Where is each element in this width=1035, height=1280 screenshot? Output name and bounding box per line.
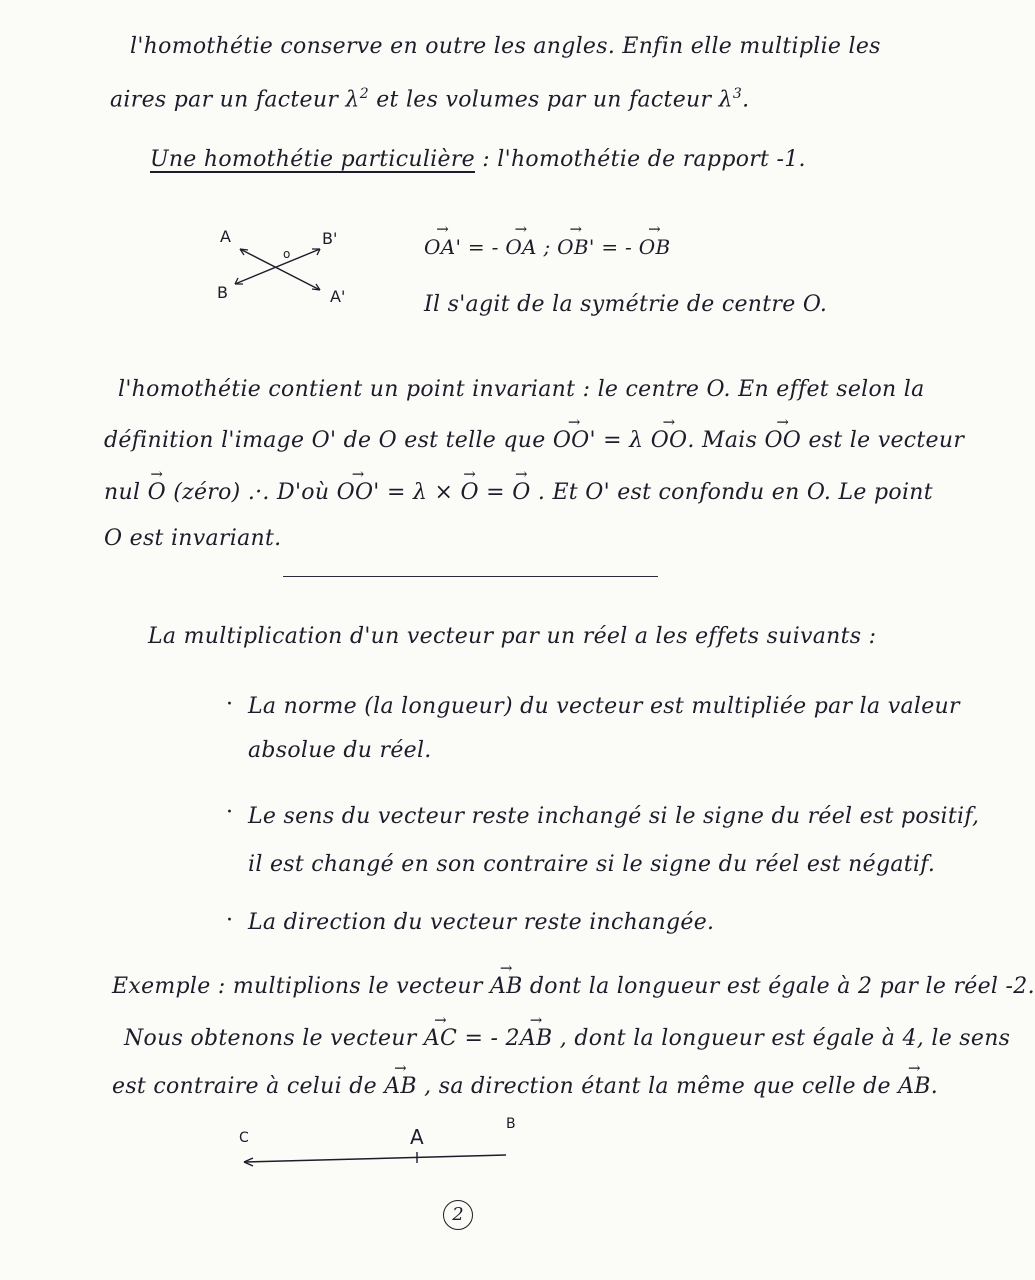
para2-line2	[104, 428, 964, 453]
formula-eq1: = -	[461, 235, 506, 259]
vector-ab-4: → AB	[898, 1074, 931, 1099]
label-o: o	[283, 247, 291, 261]
vector-ab-2: → AB	[520, 1026, 553, 1051]
exponent-2: 2	[359, 86, 369, 102]
vector-ob: → OB	[639, 235, 671, 259]
para1-line2-part-c: .	[742, 87, 750, 113]
vector-zero-2: → O	[461, 480, 479, 505]
example-line3-part-c: .	[930, 1074, 939, 1099]
vector-ab: → AB	[490, 974, 523, 999]
section-divider	[283, 576, 658, 577]
exponent-3: 3	[732, 86, 743, 102]
vector-oaprime: → OA'	[424, 235, 461, 259]
segment-a-aprime	[240, 249, 320, 290]
vector-ooprime-2: → OO'	[337, 480, 380, 505]
page-number: 2	[443, 1200, 473, 1230]
example-line3	[112, 1074, 938, 1099]
label-a-2: A	[410, 1125, 424, 1149]
vector-oo-2: → OO	[764, 428, 801, 453]
label-b: B	[217, 283, 228, 302]
bullet-3-line1: La direction du vecteur reste inchangée.	[248, 910, 715, 935]
para2-line3-part-b: (zéro) .·. D'où	[165, 480, 337, 505]
para2-line1: l'homothétie contient un point invariant : le centre O. En effet selon la	[118, 377, 925, 402]
vector-ac: → AC	[424, 1026, 457, 1051]
bullet-1-line1: La norme (la longueur) du vecteur est multipliée par la valeur	[248, 694, 960, 719]
para1-line2	[110, 86, 749, 112]
example-line1-part-a: Exemple : multiplions le vecteur	[112, 974, 490, 999]
example-line2-part-a: Nous obtenons le vecteur	[124, 1026, 424, 1051]
para2-line2-part-d: est le vecteur	[801, 428, 965, 453]
label-a: A	[220, 227, 231, 246]
vector-line-diagram	[230, 1112, 530, 1176]
heading-underlined: Une homothétie particulière	[150, 147, 475, 172]
example-line3-part-a: est contraire à celui de	[112, 1074, 385, 1099]
para2-line3-part-a: nul	[104, 480, 148, 505]
para2-line2-part-b: = λ	[595, 428, 651, 453]
label-c: C	[239, 1130, 249, 1146]
label-bprime: B'	[322, 229, 338, 248]
vector-oo: → OO	[651, 428, 688, 453]
example-line2	[124, 1026, 1010, 1051]
example-line1	[112, 974, 1035, 999]
para2-line2-part-c: . Mais	[687, 428, 765, 453]
para2-line3-part-c: = λ ×	[379, 480, 461, 505]
vector-zero-3: → O	[512, 480, 530, 505]
para2-line3-part-d: =	[478, 480, 513, 505]
para2-line4: O est invariant.	[104, 526, 282, 551]
bullet-2-line1: Le sens du vecteur reste inchangé si le signe du réel est positif,	[248, 804, 980, 829]
bullet-1: ·	[226, 692, 233, 717]
vector-zero: → O	[148, 480, 166, 505]
segment-bprime-b	[235, 249, 320, 284]
para2-line3-part-e: . Et O' est confondu en O. Le point	[530, 480, 933, 505]
example-line3-part-b: , sa direction étant la même que celle de	[416, 1074, 899, 1099]
example-line2-part-b: = - 2	[457, 1026, 520, 1051]
para2-line2-part-a: définition l'image O' de O est telle que	[104, 428, 553, 453]
vector-ab-3: → AB	[384, 1074, 417, 1099]
label-b-2: B	[506, 1116, 516, 1132]
label-aprime: A'	[330, 287, 346, 306]
example-line1-part-b: dont la longueur est égale à 2 par le réel -2.	[522, 974, 1035, 999]
bullet-3: ·	[226, 908, 233, 933]
bullet-2-line2: il est changé en son contraire si le signe du réel est négatif.	[248, 852, 936, 877]
para1-line2-part-a: aires par un facteur λ	[110, 87, 360, 113]
para1-line2-part-b: et les volumes par un facteur λ	[368, 87, 733, 113]
para1-line1: l'homothétie conserve en outre les angles. Enfin elle multiplie les	[130, 34, 881, 59]
multiplication-intro: La multiplication d'un vecteur par un réel a les effets suivants :	[148, 624, 877, 649]
vector-line	[244, 1155, 506, 1162]
formula-separator: ;	[536, 235, 558, 259]
vector-ooprime: → OO'	[553, 428, 596, 453]
example-line2-part-c: , dont la longueur est égale à 4, le sens	[552, 1026, 1011, 1051]
particular-homothety-heading	[150, 147, 806, 172]
bullet-2: ·	[226, 800, 233, 825]
bullet-1-line2: absolue du réel.	[248, 738, 432, 763]
para2-line3	[104, 480, 933, 505]
vector-formulas	[424, 235, 670, 259]
formula-eq2: = -	[594, 235, 639, 259]
heading-rest: : l'homothétie de rapport -1.	[474, 147, 806, 172]
vector-obprime: → OB'	[557, 235, 595, 259]
vector-oa: → OA	[505, 235, 536, 259]
symmetry-diagram	[205, 222, 365, 312]
symmetry-sentence: Il s'agit de la symétrie de centre O.	[424, 292, 828, 317]
